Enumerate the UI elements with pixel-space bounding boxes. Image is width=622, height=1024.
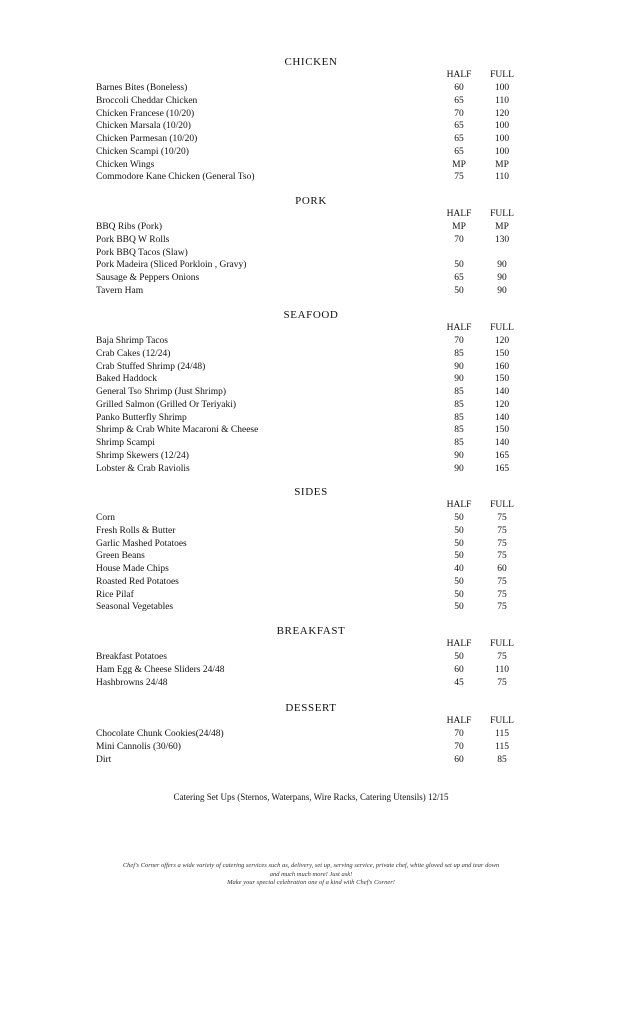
column-headers (96, 499, 526, 512)
item-name: Shrimp Skewers (12/24) (96, 450, 189, 461)
column-headers (96, 638, 526, 651)
item-name: Ham Egg & Cheese Sliders 24/48 (96, 664, 225, 675)
item-half-price: 50 (454, 551, 464, 562)
item-name: Chicken Scampi (10/20) (96, 146, 189, 157)
item-name: Shrimp Scampi (96, 438, 155, 448)
item-full-price: 150 (494, 374, 510, 385)
item-half-price: 65 (454, 95, 464, 106)
section-title: DESSERT (285, 702, 337, 714)
item-name: Breakfast Potatoes (96, 652, 167, 662)
item-half-price: 45 (454, 677, 464, 688)
menu-item (96, 563, 526, 576)
menu-item (96, 361, 526, 374)
item-half-price: 85 (454, 412, 464, 423)
menu-item (96, 538, 526, 551)
item-name: Corn (96, 513, 115, 523)
menu-item (96, 664, 526, 677)
full-header: FULL (490, 70, 514, 80)
item-name: Crab Stuffed Shrimp (24/48) (96, 361, 206, 372)
menu-item (96, 412, 526, 425)
item-name: Seasonal Vegetables (96, 602, 174, 613)
full-header: FULL (490, 323, 514, 333)
item-name: Tavern Ham (96, 285, 144, 296)
item-full-price: MP (495, 159, 509, 170)
item-name: Fresh Rolls & Butter (96, 525, 176, 536)
menu-item (96, 120, 526, 133)
catering-setup-line: Catering Set Ups (Sternos, Waterpans, Wire Racks, Catering Utensils) 12/15 (173, 792, 449, 802)
item-half-price: 50 (454, 285, 464, 296)
item-full-price: 75 (497, 589, 507, 600)
column-headers (96, 715, 526, 728)
item-name: Broccoli Cheddar Chicken (96, 95, 198, 106)
column-headers (96, 208, 526, 221)
menu-item (96, 424, 526, 437)
section-pork (96, 194, 526, 298)
menu-item (96, 728, 526, 741)
item-name: Baked Haddock (96, 374, 157, 385)
item-half-price: 90 (454, 463, 464, 474)
menu-item (96, 259, 526, 272)
item-half-price: 50 (454, 260, 464, 271)
footer-line-2: and much much more! Just ask! (269, 870, 353, 878)
menu-item (96, 450, 526, 463)
item-full-price: 115 (495, 729, 509, 739)
item-full-price: 110 (495, 172, 509, 183)
item-name: Chicken Marsala (10/20) (96, 121, 191, 132)
item-full-price: 90 (497, 260, 507, 271)
item-name: Roasted Red Potatoes (96, 576, 179, 587)
item-name: Grilled Salmon (Grilled Or Teriyaki) (96, 399, 237, 410)
menu-item (96, 373, 526, 386)
item-full-price: 100 (494, 134, 510, 144)
item-name: Chicken Francese (10/20) (96, 108, 195, 119)
section-seafood (96, 308, 526, 475)
full-header: FULL (490, 209, 514, 219)
half-header: HALF (446, 323, 472, 333)
menu-item (96, 512, 526, 525)
item-name: Chicken Parmesan (10/20) (96, 134, 198, 144)
item-name: Chocolate Chunk Cookies(24/48) (96, 729, 224, 739)
item-half-price: 65 (454, 121, 464, 132)
item-name: Barnes Bites (Boneless) (96, 83, 188, 93)
item-half-price: 90 (454, 374, 464, 385)
item-half-price: 50 (454, 525, 464, 536)
item-half-price: 60 (454, 664, 464, 675)
item-full-price: 130 (494, 234, 510, 245)
item-full-price: 75 (497, 677, 507, 688)
item-half-price: 85 (454, 387, 464, 397)
menu-item (96, 285, 526, 298)
item-full-price: 90 (497, 273, 507, 283)
menu-item (96, 159, 526, 172)
menu-item (96, 550, 526, 563)
item-name: Panko Butterfly Shrimp (96, 412, 187, 423)
footer-note (60, 862, 562, 888)
menu-item (96, 576, 526, 589)
section-dessert (96, 701, 526, 766)
item-half-price: MP (452, 159, 466, 170)
half-header: HALF (446, 716, 472, 726)
item-half-price: 50 (454, 589, 464, 600)
item-full-price: 140 (494, 438, 510, 448)
item-full-price: 90 (497, 285, 507, 296)
item-name: Pork BBQ W Rolls (96, 234, 170, 245)
menu-item (96, 754, 526, 767)
item-half-price: 70 (454, 741, 464, 752)
menu-item (96, 82, 526, 95)
item-half-price: 50 (454, 602, 464, 613)
item-half-price: 90 (454, 450, 464, 461)
column-headers (96, 69, 526, 82)
item-full-price: 100 (494, 83, 510, 93)
section-breakfast (96, 624, 526, 689)
menu-item (96, 677, 526, 690)
menu-item (96, 272, 526, 285)
item-full-price: 160 (494, 361, 510, 372)
item-half-price: MP (452, 222, 466, 232)
item-full-price: 140 (494, 387, 510, 397)
item-half-price: 85 (454, 438, 464, 448)
half-header: HALF (446, 209, 472, 219)
item-name: Hashbrowns 24/48 (96, 677, 168, 688)
half-header: HALF (446, 500, 472, 510)
menu-item (96, 386, 526, 399)
item-full-price: 60 (497, 564, 507, 574)
item-name: Pork Madeira (Sliced Porkloin , Gravy) (96, 260, 247, 271)
footer-line-1: Chef's Corner offers a wide variety of catering services such as, delivery, set up, serving service, private chef, white gloved set up and tear down (122, 862, 500, 869)
section-title: PORK (295, 195, 327, 207)
item-half-price: 65 (454, 134, 464, 144)
section-chicken (96, 55, 526, 184)
menu-item (96, 335, 526, 348)
item-full-price: 75 (497, 538, 507, 549)
item-name: Green Beans (96, 551, 145, 562)
item-full-price: 75 (497, 513, 507, 523)
menu-item (96, 171, 526, 184)
item-full-price: 85 (497, 754, 507, 765)
section-title: BREAKFAST (276, 625, 346, 637)
item-half-price: 65 (454, 273, 464, 283)
menu-item (96, 348, 526, 361)
item-name: Garlic Mashed Potatoes (96, 538, 187, 549)
item-half-price: 50 (454, 576, 464, 587)
item-name: Mini Cannolis (30/60) (96, 741, 181, 752)
menu-item (96, 247, 526, 260)
item-half-price: 70 (454, 234, 464, 245)
menu-item (96, 651, 526, 664)
item-full-price: 75 (497, 652, 507, 662)
item-half-price: 60 (454, 754, 464, 765)
item-half-price: 60 (454, 83, 464, 93)
full-header: FULL (490, 716, 514, 726)
menu-item (96, 133, 526, 146)
item-name: Sausage & Peppers Onions (96, 273, 200, 283)
item-half-price: 50 (454, 513, 464, 523)
menu-item (96, 741, 526, 754)
item-full-price: 75 (497, 551, 507, 562)
menu-item (96, 589, 526, 602)
item-half-price: 65 (454, 146, 464, 157)
menu-item (96, 95, 526, 108)
menu-item (96, 399, 526, 412)
item-full-price: 75 (497, 576, 507, 587)
footer-line-3: Make your special celebration one of a kind with Chef's Corner! (227, 879, 395, 886)
item-full-price: 75 (497, 602, 507, 613)
section-title: CHICKEN (284, 56, 338, 68)
item-name: Baja Shrimp Tacos (96, 336, 168, 346)
item-name: Pork BBQ Tacos (Slaw) (96, 247, 188, 258)
item-name: Dirt (96, 754, 112, 765)
item-name: General Tso Shrimp (Just Shrimp) (96, 387, 227, 397)
half-header: HALF (446, 639, 472, 649)
item-name: Shrimp & Crab White Macaroni & Cheese (96, 425, 259, 436)
item-name: Rice Pilaf (96, 589, 134, 600)
item-name: House Made Chips (96, 564, 169, 574)
item-name: Commodore Kane Chicken (General Tso) (96, 172, 255, 183)
item-full-price: 110 (495, 664, 509, 675)
menu-item (96, 108, 526, 121)
item-full-price: 115 (495, 741, 509, 752)
item-full-price: 110 (495, 95, 509, 106)
section-title: SEAFOOD (283, 309, 339, 321)
item-half-price: 50 (454, 652, 464, 662)
item-half-price: 70 (454, 729, 464, 739)
item-half-price: 40 (454, 564, 464, 574)
column-headers (96, 322, 526, 335)
item-full-price: 120 (494, 399, 510, 410)
item-half-price: 90 (454, 361, 464, 372)
item-full-price: MP (495, 222, 509, 232)
item-half-price: 70 (454, 108, 464, 119)
menu-item (96, 525, 526, 538)
item-full-price: 120 (494, 336, 510, 346)
item-name: Chicken Wings (96, 159, 155, 170)
item-name: BBQ Ribs (Pork) (96, 222, 162, 232)
item-name: Crab Cakes (12/24) (96, 348, 171, 359)
menu-item (96, 221, 526, 234)
item-full-price: 140 (494, 412, 510, 423)
menu-item (96, 463, 526, 476)
item-half-price: 85 (454, 425, 464, 436)
full-header: FULL (490, 500, 514, 510)
item-full-price: 150 (494, 425, 510, 436)
menu-item (96, 234, 526, 247)
section-title: SIDES (294, 486, 328, 498)
item-full-price: 100 (494, 146, 510, 157)
full-header: FULL (490, 639, 514, 649)
item-name: Lobster & Crab Raviolis (96, 463, 190, 474)
item-full-price: 75 (497, 525, 507, 536)
item-full-price: 100 (494, 121, 510, 132)
item-full-price: 165 (494, 450, 510, 461)
item-full-price: 120 (494, 108, 510, 119)
menu-item (96, 146, 526, 159)
item-half-price: 70 (454, 336, 464, 346)
item-full-price: 150 (494, 348, 510, 359)
item-full-price: 165 (494, 463, 510, 474)
menu-item (96, 437, 526, 450)
item-half-price: 85 (454, 348, 464, 359)
item-half-price: 85 (454, 399, 464, 410)
half-header: HALF (446, 70, 472, 80)
item-half-price: 50 (454, 538, 464, 549)
menu-item (96, 601, 526, 614)
section-sides (96, 485, 526, 614)
item-half-price: 75 (454, 172, 464, 183)
